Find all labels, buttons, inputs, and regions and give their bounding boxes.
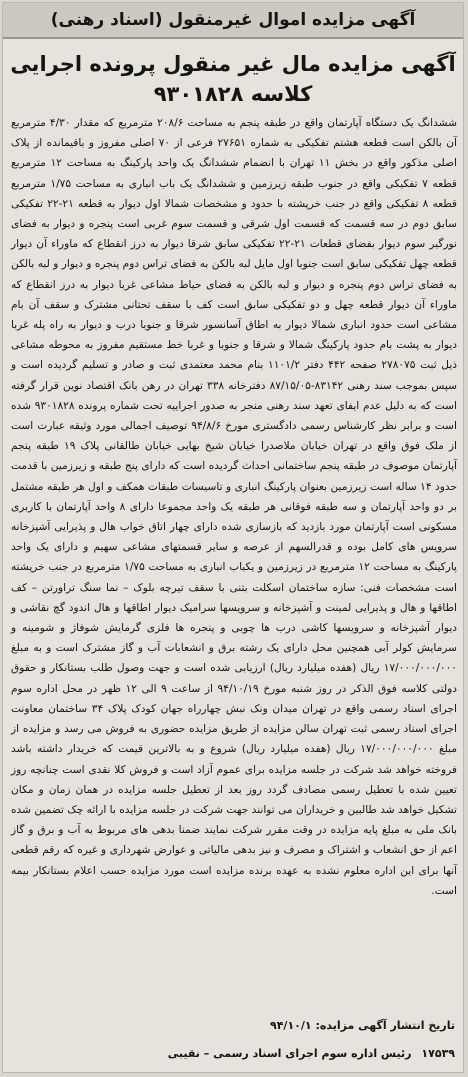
notice-main-title: آگهی مزایده مال غیر منقول پرونده اجرایی [10, 52, 456, 76]
notice-category-title: آگهی مزایده اموال غیرمنقول (اسناد رهنی) [3, 3, 463, 39]
signatory: رئیس اداره سوم اجرای اسناد رسمی – نقیبی [167, 1047, 412, 1060]
signature-line [11, 1047, 455, 1060]
publication-date: ۹۴/۱۰/۱ [270, 1019, 312, 1032]
case-number: کلاسه ۹۳۰۱۸۲۸ [153, 82, 313, 106]
notice-body-text: ششدانگ یک دستگاه آپارتمان واقع در طبقه پنجم به مساحت ۲۰۸/۶ مترمربع که مقدار ۴/۳۰ مترمربع آن بالکن است قطعه هشتم تفکیکی به شماره ۲۷۶۵۱ فرعی از ۷۰ اصلی مفروز و باقیمانده از پلاک اصلی مذکور واقع در بخش ۱۱ تهران با انضمام ششدانگ یک واحد پارکینگ به مساحت ۱۲ مترمربع قطعه ۷ تفکیکی واقع در جنوب طبقه زیرزمین و ششدانگ یک باب انباری به مساحت ۱/۷۵ مترمربع قطعه ۸ تفکیکی واقع در جنب خرپشته با حدود و مشخصات شمالا اول دیوار به قطعه ۲۱-۲۲ تفکیکی سابق دوم در سه قسمت که قسمت اول شرقی و قسمت سوم غربی است پنجره و دیوار به فضای نورگیر سوم دیوار بفضای قطعات ۲۱-۲۲ تفکیکی سابق شرقا دیوار به درز انقطاع که ماوراء آن دیوار قطعه چهل تفکیکی سابق است جنوبا اول مایل لبه بالکن به فضای تراس دوم پنجره و دیوار و لبه بالکن به فضای تراس دوم پنجره و دیوار و لبه بالکن به فضای حیاط مشاعی غربا دیوار به درز انقطاع که ماوراء آن دیوار قطعه چهل و دو تفکیکی سابق است کف با سقف تحتانی مشترک و سقف آن بام مشاعی است حدود انباری شمالا دیوار به اطاق آسانسور شرقا و جنوبا درب و دیوار به راه پله غربا دیوار به پشت بام حدود پارکینگ شمالا و شرقا و جنوبا و غربا خط مستقیم مفروز به محوطه مشاعی ذیل ثبت ۲۷۸۰۷۵ صفحه ۴۴۲ دفتر ۱۱۰۱/۲ بنام محمد معتمدی ثبت و صادر و تسلیم گردیده است و سپس بموجب سند رهنی ۸۳۱۴۲-۸۷/۱۵/۰۵ دفترخانه ۳۳۸ تهران در رهن بانک اقتصاد نوین قرار گرفته است که به دلیل عدم ایفای تعهد سند رهنی منجر به صدور اجراییه تحت شماره پرونده ۹۳۰۱۸۲۸ شده است و برابر نظر کارشناس رسمی دادگستری مورخ ۹۴/۸/۶ توصیف اجمالی مورد وثیقه عبارت است از ملک فوق واقع در تهران خیابان ملاصدرا خیابان شیخ بهایی خیابان طالقانی پلاک ۱۹ طبقه پنجم آپارتمان موصوف در طبقه پنجم ساختمانی احداث گردیده است که دارای پنج طبقه و زیرزمین با قدمت حدود ۱۴ ساله است زیرزمین بعنوان پارکینگ انباری و تاسیسات طبقات همکف و اول هر طبقه مشتمل بر دو واحد آپارتمان و سه طبقه فوقانی هر طبقه یک واحد مجموعا دارای ۸ واحد آپارتمان با کاربری مسکونی است آپارتمان مورد بازدید که بازسازی شده دارای چهار اتاق خواب هال و پذیرایی آشپزخانه سرویس های کامل بوده و قدرالسهم از عرصه و سایر قسمتهای مشاعی سهیم و دارای یک واحد پارکینگ به مساحت ۱۲ مترمربع در زیرزمین و یکباب انباری به مساحت ۱/۷۵ مترمربع در جنب خرپشته است مشخصات فنی: سازه ساختمان اسکلت بتنی با سقف تیرچه بلوک – نما سنگ تراورتن – کف اطاقها و هال و پذیرایی لمینت و آشپزخانه و سرویسها سرامیک دیوار اطاقها و هال اندود گچ نقاشی و دیوار آشپزخانه و سرویسها کاشی درب ها چوبی و پنجره ها فلزی گرمایش شوفاژ و شومینه و سرمایش کولر آبی همچنین محل دارای یک رشته برق و انشعابات آب و گاز مشترک است و به مبلغ ۱۷/۰۰۰/۰۰۰/۰۰۰ ریال (هفده میلیارد ریال) ارزیابی شده است و جهت وصول طلب بستانکار و حقوق دولتی کلاسه فوق الذکر در روز شنبه مورخ ۹۴/۱۰/۱۹ از ساعت ۹ الی ۱۲ ظهر در محل اداره سوم اجرای اسناد رسمی واقع در تهران میدان ونک نبش چهارراه جهان کودک پلاک ۳۴ ساختمان معاونت اجرای اسناد رسمی ثبت تهران سالن مزایده از طریق مزایده حضوری به فروش می رسد و مزایده از مبلغ ۱۷/۰۰۰/۰۰۰/۰۰۰ ریال (هفده میلیارد ریال) شروع و به بالاترین قیمت که خریدار داشته باشد فروخته خواهد شد شرکت در جلسه مزایده برای عموم آزاد است و فروش کلا نقدی است چنانچه روز تعیین شده با تعطیل رسمی مصادف گردد روز بعد از تعطیل جلسه مزایده در همان زمان و مکان تشکیل خواهد شد طالبین و خریداران می توانند جهت شرکت در جلسه مزایده با ارائه چک تضمین شده بانک ملی به مبلغ پایه مزایده در وقت مقرر شرکت نمایند ضمنا بدهی های مربوط به آب و برق و گاز اعم از حق انشعاب و اشتراک و مصرف و نیز بدهی مالیاتی و عوارض شهرداری و غیره که رقم قطعی آنها برای این اداره معلوم نشده به عهده برنده مزایده است مورد مزایده حسب اعلام بستانکار بیمه است. [11, 117, 458, 897]
notice-code: ۱۷۵۳۹ [421, 1047, 455, 1060]
notice-body [3, 113, 463, 1051]
publication-date-label: تاریخ انتشار آگهی مزایده: [315, 1019, 455, 1032]
publication-date-line [270, 1019, 455, 1032]
auction-notice [2, 2, 464, 1073]
